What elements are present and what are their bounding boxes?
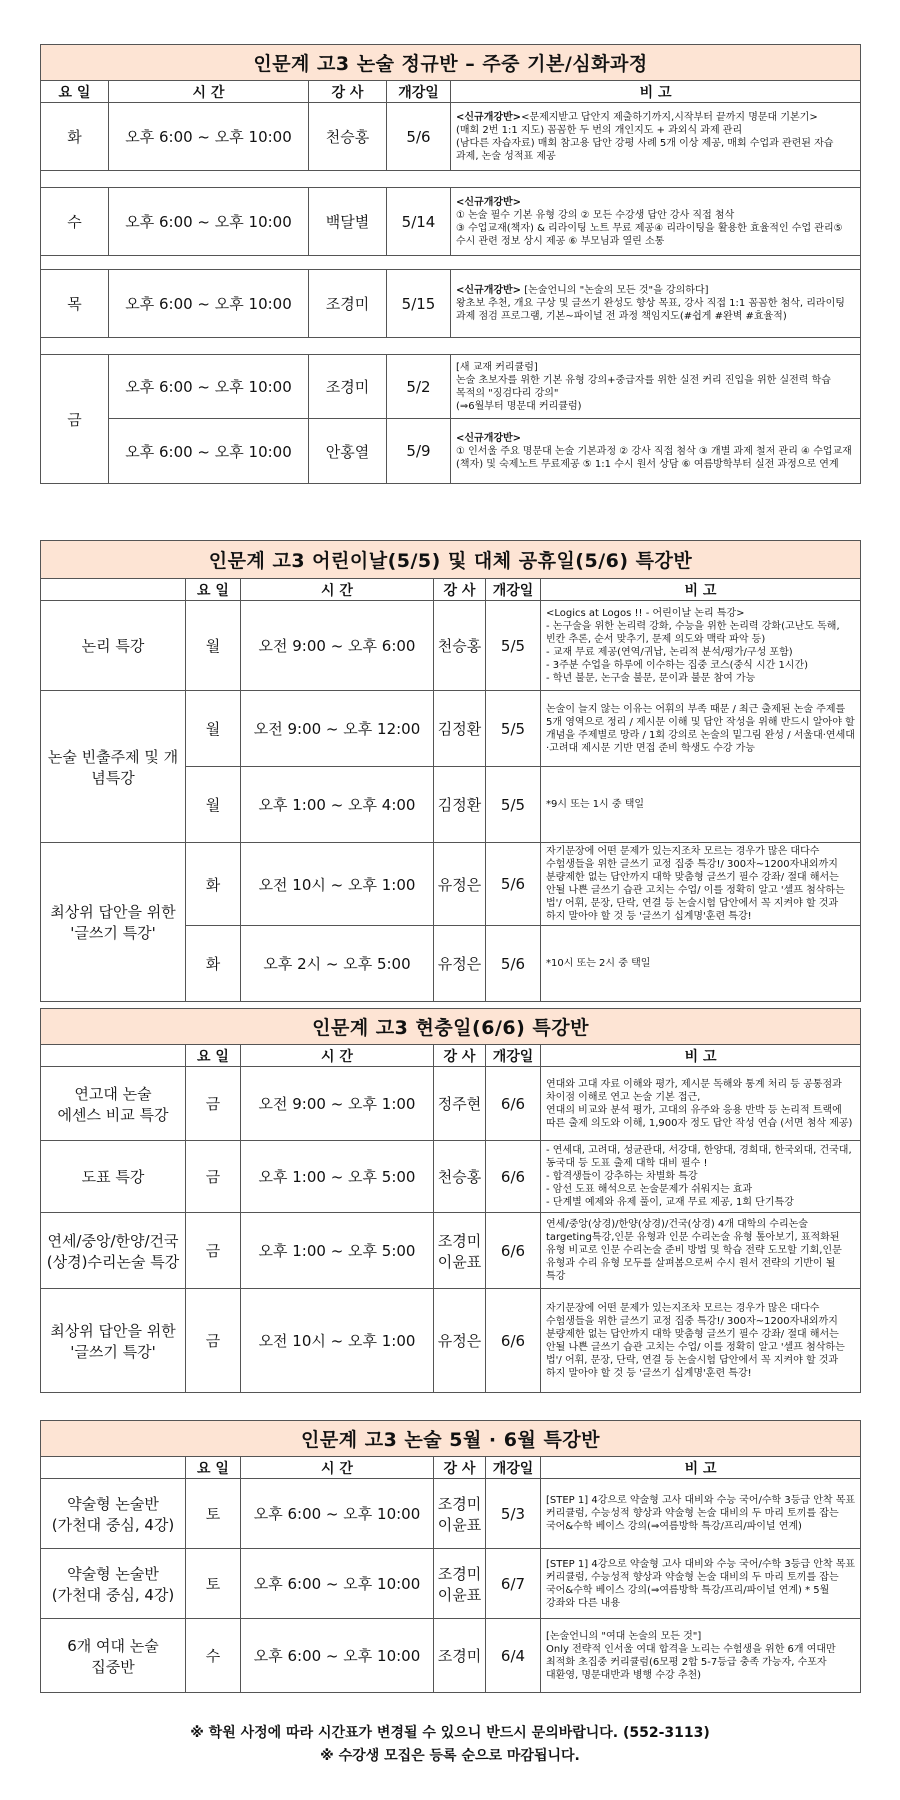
col-time: 시 간: [241, 579, 434, 601]
row-time: 오전 9:00 ~ 오후 1:00: [241, 1067, 434, 1141]
table-row: [41, 103, 861, 171]
row-note: [STEP 1] 4강으로 약술형 고사 대비와 수능 국어/수학 3등급 안착 목표 커리큘럼, 수능성적 향상과 약술형 논술 대비의 두 마리 토끼를 잡는 국어&수학 베이스 강의(⇒여름방학 특강/프리/파이널 연계): [541, 1479, 861, 1549]
course-name: 약술형 논술반 (가천대 중심, 4강): [41, 1479, 186, 1549]
row-start: 5/9: [387, 419, 451, 484]
row-note: <Logics at Logos !! - 어린이날 논리 특강> - 논구술을 위한 논리력 강화, 수능을 위한 논리력 강화(고난도 독해, 빈칸 추론, 순서 맞추기, 문제 의도와 맥락 파악 등) - 교재 무료 제공(연역/귀납, 논리적 분석/평가/구성 포함) - 3주분 수업을 하루에 이수하는 집중 코스(중식 시간 1시간) - 학년 불문, 논구술 불문, 문이과 불문 참여 가능: [541, 601, 861, 691]
table-row: [41, 188, 861, 256]
row-note: 논술이 늘지 않는 이유는 어휘의 부족 때문 / 최근 출제된 논술 주제를 5개 영역으로 정리 / 제시문 이해 및 답안 작성을 위해 반드시 알아야 할 개념을 주제별로 망라 / 1회 강의로 논술의 밑그림 완성 / 서울대·연세대·고려대 제시문 기반 면접 준비 학생도 수강 가능: [541, 691, 861, 767]
row-day: 토: [186, 1479, 241, 1549]
col-day: 요 일: [186, 1457, 241, 1479]
row-day: 목: [41, 270, 109, 338]
row-time: 오후 1:00 ~ 오후 5:00: [241, 1213, 434, 1289]
col-teacher: 강 사: [434, 1457, 486, 1479]
col-teacher: 강 사: [434, 1045, 486, 1067]
col-time: 시 간: [241, 1045, 434, 1067]
course-name: 연고대 논술 에센스 비교 특강: [41, 1067, 186, 1141]
course-name: 논리 특강: [41, 601, 186, 691]
row-note: [논술언니의 "여대 논술의 모든 것"] Only 전략적 인서울 여대 합격을 노리는 수험생을 위한 6개 여대만 최적화 초집중 커리큘럼(6모평 2합 5-7등급 충족 가능자, 수포자 대환영, 명문대반과 병행 수강 추천): [541, 1619, 861, 1693]
col-day: 요 일: [41, 81, 109, 103]
row-start: 6/7: [486, 1549, 541, 1619]
row-time: 오전 9:00 ~ 오후 12:00: [241, 691, 434, 767]
col-start: 개강일: [486, 1045, 541, 1067]
row-teacher: 조경미 이윤표: [434, 1479, 486, 1549]
col-note: 비 고: [541, 1457, 861, 1479]
row-teacher: 천승홍: [434, 601, 486, 691]
row-teacher: 안홍열: [309, 419, 387, 484]
regular-class-title: 인문계 고3 논술 정규반 – 주중 기본/심화과정: [41, 45, 861, 81]
row-teacher: 김정환: [434, 767, 486, 843]
table-row: [41, 419, 861, 484]
spacer-row: [41, 338, 861, 355]
col-name: [41, 579, 186, 601]
row-teacher: 천승홍: [309, 103, 387, 171]
row-note: [451, 270, 861, 338]
row-time: 오후 6:00 ~ 오후 10:00: [109, 355, 309, 419]
memorial-day-title: 인문계 고3 현충일(6/6) 특강반: [41, 1009, 861, 1045]
row-teacher: 유정은: [434, 843, 486, 926]
row-day: 화: [41, 103, 109, 171]
note-head: <신규개강반>: [456, 196, 522, 208]
table-row: [41, 270, 861, 338]
row-start: 6/6: [486, 1141, 541, 1213]
course-name: 연세/중앙/한양/건국(상경)수리논술 특강: [41, 1213, 186, 1289]
may-june-table: [40, 1420, 861, 1693]
row-day: 월: [186, 767, 241, 843]
row-time: 오후 6:00 ~ 오후 10:00: [241, 1479, 434, 1549]
col-teacher: 강 사: [434, 579, 486, 601]
row-start: 5/15: [387, 270, 451, 338]
row-note: [451, 103, 861, 171]
row-time: 오후 2시 ~ 오후 5:00: [241, 926, 434, 1002]
row-day: 월: [186, 601, 241, 691]
row-teacher: 조경미 이윤표: [434, 1549, 486, 1619]
table-row: [41, 1619, 861, 1693]
row-time: 오후 6:00 ~ 오후 10:00: [241, 1549, 434, 1619]
col-start: 개강일: [486, 579, 541, 601]
col-time: 시 간: [109, 81, 309, 103]
row-teacher: 조경미 이윤표: [434, 1213, 486, 1289]
col-teacher: 강 사: [309, 81, 387, 103]
row-start: 5/14: [387, 188, 451, 256]
row-time: 오후 1:00 ~ 오후 4:00: [241, 767, 434, 843]
row-teacher: 조경미: [309, 355, 387, 419]
row-start: 5/6: [486, 926, 541, 1002]
note-text: ① 논술 필수 기본 유형 강의 ② 모든 수강생 답안 강사 직접 첨삭 ③ 수업교재(책자) & 리라이팅 노트 무료 제공④ 리라이팅을 활용한 효율적인 수업 관리⑤ 수시 관련 정보 상시 제공 ⑥ 부모님과 열린 소통: [456, 209, 843, 247]
row-teacher: 정주현: [434, 1067, 486, 1141]
row-note: *9시 또는 1시 중 택일: [541, 767, 861, 843]
row-start: 5/6: [486, 843, 541, 926]
row-teacher: 백달별: [309, 188, 387, 256]
row-teacher: 천승홍: [434, 1141, 486, 1213]
table-row: [41, 601, 861, 691]
row-day: 화: [186, 926, 241, 1002]
col-time: 시 간: [241, 1457, 434, 1479]
course-name: 최상위 답안을 위한 '글쓰기 특강': [41, 843, 186, 1002]
may-june-title: 인문계 고3 논술 5월 · 6월 특강반: [41, 1421, 861, 1457]
row-start: 5/5: [486, 691, 541, 767]
row-time: 오전 10시 ~ 오후 1:00: [241, 843, 434, 926]
row-time: 오후 6:00 ~ 오후 10:00: [109, 419, 309, 484]
row-time: 오후 6:00 ~ 오후 10:00: [241, 1619, 434, 1693]
col-day: 요 일: [186, 1045, 241, 1067]
row-day: 화: [186, 843, 241, 926]
row-note: - 연세대, 고려대, 성균관대, 서강대, 한양대, 경희대, 한국외대, 건국대, 동국대 등 도표 출제 대학 대비 필수 ! - 합격생들이 강추하는 차별화 특강 - 암선 도표 해석으로 논술문제가 쉬워지는 효과 - 단계별 예제와 유제 풀이, 교재 무료 제공, 1회 단기특강: [541, 1141, 861, 1213]
row-note: 자기문장에 어떤 문제가 있는지조차 모르는 경우가 많은 대다수 수험생들을 위한 글쓰기 교정 집중 특강!/ 300자~1200자내외까지 분량제한 없는 답안까지 대학 맞춤형 글쓰기 필수 강좌/ 절대 해서는 안될 나쁜 글쓰기 습관 고치는 수업/ 이를 정확히 알고 '셀프 첨삭하는 법'/ 어휘, 문장, 단락, 연결 등 논술시험 답안에서 꼭 지켜야 할 것과 하지 말아야 할 것 등 '글쓰기 십계명'훈련 특강!: [541, 843, 861, 926]
col-start: 개강일: [486, 1457, 541, 1479]
course-name: 6개 여대 논술 집중반: [41, 1619, 186, 1693]
col-note: 비 고: [541, 579, 861, 601]
childrens-day-title: 인문계 고3 어린이날(5/5) 및 대체 공휴일(5/6) 특강반: [41, 541, 861, 579]
row-note: 연세/중앙(상경)/한양(상경)/건국(상경) 4개 대학의 수리논술 targeting특강,인문 유형과 인문 수리논술 유형 톺아보기, 표적화된 유형 비교로 인문 수리논술 준비 방법 및 학습 전략 도모할 기회,인문 유형과 수리 유형 모두를 살펴봄으로써 수시 원서 전략의 기반이 될 특강: [541, 1213, 861, 1289]
table-row: [41, 691, 861, 767]
note-head: <신규개강반>: [456, 111, 522, 123]
spacer-row: [41, 256, 861, 270]
row-note: [새 교재 커리큘럼] 논술 초보자를 위한 기본 유형 강의+중급자를 위한 실전 커리 진입을 위한 실전력 학습 목적의 "징검다리 강의" (⇒6월부터 명문대 커리큘럼): [451, 355, 861, 419]
table-row: [41, 1141, 861, 1213]
row-teacher: 조경미: [434, 1619, 486, 1693]
table-row: [41, 1289, 861, 1393]
col-name: [41, 1045, 186, 1067]
row-start: 6/4: [486, 1619, 541, 1693]
row-time: 오전 10시 ~ 오후 1:00: [241, 1289, 434, 1393]
notice-enrollment: ※ 수강생 모집은 등록 순으로 마감됩니다.: [320, 1748, 580, 1764]
note-text: ① 인서울 주요 명문대 논술 기본과정 ② 강사 직접 첨삭 ③ 개별 과제 철저 관리 ④ 수업교재(책자) 및 숙제노트 무료제공 ⑤ 1:1 수시 원서 상담 ⑥ 여름방학부터 실전 과정으로 연계: [456, 445, 852, 470]
row-start: 5/2: [387, 355, 451, 419]
col-day: 요 일: [186, 579, 241, 601]
row-time: 오후 1:00 ~ 오후 5:00: [241, 1141, 434, 1213]
row-day: 월: [186, 691, 241, 767]
row-start: 5/3: [486, 1479, 541, 1549]
row-day: 금: [186, 1141, 241, 1213]
row-start: 6/6: [486, 1289, 541, 1393]
col-start: 개강일: [387, 81, 451, 103]
table-row: [41, 1067, 861, 1141]
row-day: 수: [186, 1619, 241, 1693]
childrens-day-table: [40, 540, 861, 1002]
row-teacher: 유정은: [434, 926, 486, 1002]
row-start: 5/5: [486, 601, 541, 691]
row-day: 토: [186, 1549, 241, 1619]
row-teacher: 조경미: [309, 270, 387, 338]
course-name: 최상위 답안을 위한 '글쓰기 특강': [41, 1289, 186, 1393]
row-day: 금: [41, 355, 109, 484]
col-name: [41, 1457, 186, 1479]
regular-class-table: [40, 44, 861, 484]
table-row: [41, 1549, 861, 1619]
course-name: 약술형 논술반 (가천대 중심, 4강): [41, 1549, 186, 1619]
row-note: 연대와 고대 자료 이해와 평가, 제시문 독해와 통계 처리 등 공통점과 차이점 이해로 연고 논술 기본 접근, 연대의 비교와 분석 평가, 고대의 유주와 응용 반박 등 논리적 트랙에 따른 출제 의도와 이해, 1,900자 정도 답안 작성 연습 (서면 첨삭 제공): [541, 1067, 861, 1141]
row-note: [451, 188, 861, 256]
row-start: 6/6: [486, 1067, 541, 1141]
row-note: 자기문장에 어떤 문제가 있는지조차 모르는 경우가 많은 대다수 수험생들을 위한 글쓰기 교정 집중 특강!/ 300자~1200자내외까지 분량제한 없는 답안까지 대학 맞춤형 글쓰기 필수 강좌/ 절대 해서는 안될 나쁜 글쓰기 습관 고치는 수업/ 이를 정확히 알고 '셀프 첨삭하는 법'/ 어휘, 문장, 단락, 연결 등 논술시험 답안에서 꼭 지켜야 할 것과 하지 말아야 할 것 등 '글쓰기 십계명'훈련 특강!: [541, 1289, 861, 1393]
table-row: [41, 1213, 861, 1289]
row-time: 오후 6:00 ~ 오후 10:00: [109, 103, 309, 171]
row-time: 오전 9:00 ~ 오후 6:00: [241, 601, 434, 691]
table-row: [41, 1479, 861, 1549]
memorial-day-table: [40, 1008, 861, 1393]
row-note: *10시 또는 2시 중 택일: [541, 926, 861, 1002]
row-teacher: 김정환: [434, 691, 486, 767]
note-head: <신규개강반>: [456, 285, 522, 296]
row-day: 금: [186, 1213, 241, 1289]
row-time: 오후 6:00 ~ 오후 10:00: [109, 188, 309, 256]
note-head: <신규개강반>: [456, 432, 522, 444]
row-start: 5/6: [387, 103, 451, 171]
row-day: 수: [41, 188, 109, 256]
course-name: 논술 빈출주제 및 개념특강: [41, 691, 186, 843]
row-day: 금: [186, 1289, 241, 1393]
note-text: [논술언니의 "논술의 모든 것"을 강의하다] 왕초보 추천, 개요 구상 및 글쓰기 완성도 향상 목표, 강사 직접 1:1 꼼꼼한 첨삭, 리라이팅 과제 점검 프로그램, 기본~파이널 전 과정 책임지도(#쉽게 #완벽 #효율적): [456, 285, 845, 322]
row-note: [STEP 1] 4강으로 약술형 고사 대비와 수능 국어/수학 3등급 안착 목표 커리큘럼, 수능성적 향상과 약술형 논술 대비의 두 마리 토끼를 잡는 국어&수학 베이스 강의(⇒여름방학 특강/프리/파이널 연계) * 5월 강좌와 다른 내용: [541, 1549, 861, 1619]
table-row: [41, 355, 861, 419]
col-note: 비 고: [541, 1045, 861, 1067]
table-row: [41, 843, 861, 926]
row-teacher: 유정은: [434, 1289, 486, 1393]
course-name: 도표 특강: [41, 1141, 186, 1213]
col-note: 비 고: [451, 81, 861, 103]
row-day: 금: [186, 1067, 241, 1141]
spacer-row: [41, 171, 861, 188]
row-start: 5/5: [486, 767, 541, 843]
row-note: [451, 419, 861, 484]
row-time: 오후 6:00 ~ 오후 10:00: [109, 270, 309, 338]
note-text: <문제지받고 답안지 제출하기까지,시작부터 끝까지 명문대 기본기> (매회 2번 1:1 지도) 꼼꼼한 두 번의 개인지도 + 과외식 과제 관리 (남다른 자습자료) 매회 참고용 답안 강평 사례 5개 이상 제공, 매회 수업과 관련된 자습 과제, 논술 성적표 제공: [456, 111, 834, 162]
row-start: 6/6: [486, 1213, 541, 1289]
notice-schedule-change: ※ 학원 사정에 따라 시간표가 변경될 수 있으니 반드시 문의바랍니다. (552-3113): [190, 1725, 710, 1741]
